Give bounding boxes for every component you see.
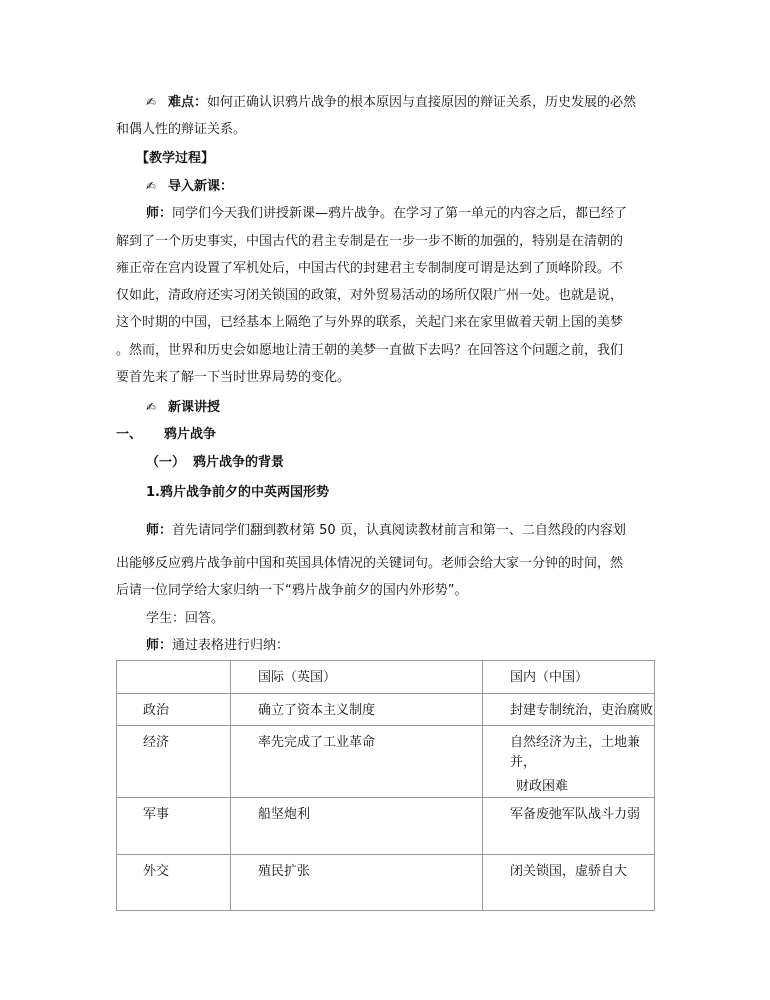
- table-cell-china: 军备废弛军队战斗力弱: [483, 798, 655, 855]
- table-cell-britain: 殖民扩张: [231, 855, 483, 911]
- table-cell-china: 封建专制统治，吏治腐败: [483, 694, 655, 726]
- table-cell-aspect: 政治: [117, 694, 231, 726]
- teacher-intro-text: 同学们今天我们讲授新课—鸦片战争。在学习了第一单元的内容之后，都已经了: [172, 206, 628, 221]
- section-title: 鸦片战争: [164, 427, 217, 442]
- subsection-title: 鸦片战争的背景: [193, 455, 285, 470]
- table-row: [117, 726, 655, 798]
- speaker-student: 学生：: [146, 611, 186, 626]
- teacher-intro-line-7: 要首先来了解一下当时世界局势的变化。: [116, 370, 351, 385]
- table-cell-britain: 船坚炮利: [231, 798, 483, 855]
- table-cell-aspect: 经济: [117, 726, 231, 798]
- teacher-intro-line-3: 雍正帝在宫内设置了军机处后，中国古代的封建君主专制制度可谓是达到了顶峰阶段。不: [116, 261, 624, 276]
- teacher-task-line-3: 后请一位同学给大家归纳一下“鸦片战争前夕的国内外形势”。: [116, 583, 468, 598]
- table-header-cell: [117, 661, 231, 694]
- teacher-table-line: [146, 637, 289, 655]
- section-number: 一、: [116, 427, 143, 442]
- speaker-teacher: 师：: [146, 523, 173, 538]
- teacher-intro-line-1: [146, 205, 627, 223]
- teacher-task-text: 首先请同学们翻到教材第 50 页，认真阅读教材前言和第一、二自然段的内容划: [172, 523, 626, 538]
- table-cell-aspect: 军事: [117, 798, 231, 855]
- section-heading: [116, 426, 216, 444]
- subsection-heading: [146, 454, 284, 472]
- table-cell-aspect: 外交: [117, 855, 231, 911]
- pen-icon: ✍: [146, 95, 157, 109]
- intro-heading: [146, 177, 233, 196]
- teacher-task-line-1: [146, 522, 626, 540]
- difficulty-label: 难点：: [168, 95, 208, 110]
- table-header-cell: 国际（英国）: [231, 661, 483, 694]
- table-cell-china: 闭关锁国，虚骄自大: [483, 855, 655, 911]
- comparison-table: [116, 660, 655, 911]
- table-cell-britain: 确立了资本主义制度: [231, 694, 483, 726]
- table-header-row: [117, 661, 655, 694]
- speaker-teacher: 师：: [146, 206, 173, 221]
- pen-icon: ✍: [146, 400, 157, 414]
- student-text: 回答。: [185, 611, 225, 626]
- difficulty-line: [146, 93, 636, 112]
- table-cell-china-line: 自然经济为主，土地兼并，: [510, 735, 641, 770]
- teacher-table-text: 通过表格进行归纳：: [172, 638, 290, 653]
- process-heading: 【教学过程】: [136, 151, 215, 166]
- table-cell-china: [483, 726, 655, 798]
- subsection-number: （一）: [146, 455, 186, 470]
- intro-label: 导入新课：: [168, 179, 234, 194]
- teacher-intro-line-5: 这个时期的中国，已经基本上隔绝了与外界的联系，关起门来在家里做着天朝上国的美梦: [116, 315, 624, 330]
- table-row: [117, 694, 655, 726]
- teacher-task-line-2: 出能够反应鸦片战争前中国和英国具体情况的关键词句。老师会给大家一分钟的时间，然: [116, 556, 624, 571]
- student-line: [146, 610, 224, 628]
- table-row: [117, 798, 655, 855]
- table-cell-britain: 率先完成了工业革命: [231, 726, 483, 798]
- table-header-cell: 国内（中国）: [483, 661, 655, 694]
- difficulty-text: 如何正确认识鸦片战争的根本原因与直接原因的辩证关系，历史发展的必然: [207, 95, 637, 110]
- teacher-intro-line-6: 。然而，世界和历史会如愿地让清王朝的美梦一直做下去吗？在回答这个问题之前，我们: [116, 343, 624, 358]
- new-lesson-heading: [146, 398, 220, 417]
- table-cell-china-line: 财政困难: [516, 779, 569, 794]
- point-heading: 1.鸦片战争前夕的中英两国形势: [146, 485, 329, 500]
- new-lesson-label: 新课讲授: [168, 400, 221, 415]
- pen-icon: ✍: [146, 179, 157, 193]
- table-row: [117, 855, 655, 911]
- teacher-intro-line-4: 仅如此，清政府还实习闭关锁国的政策，对外贸易活动的场所仅限广州一处。也就是说，: [116, 288, 624, 303]
- teacher-intro-line-2: 解到了一个历史事实，中国古代的君主专制是在一步一步不断的加强的，特别是在清朝的: [116, 234, 624, 249]
- speaker-teacher: 师：: [146, 638, 173, 653]
- difficulty-text-cont: 和偶人性的辩证关系。: [116, 122, 247, 137]
